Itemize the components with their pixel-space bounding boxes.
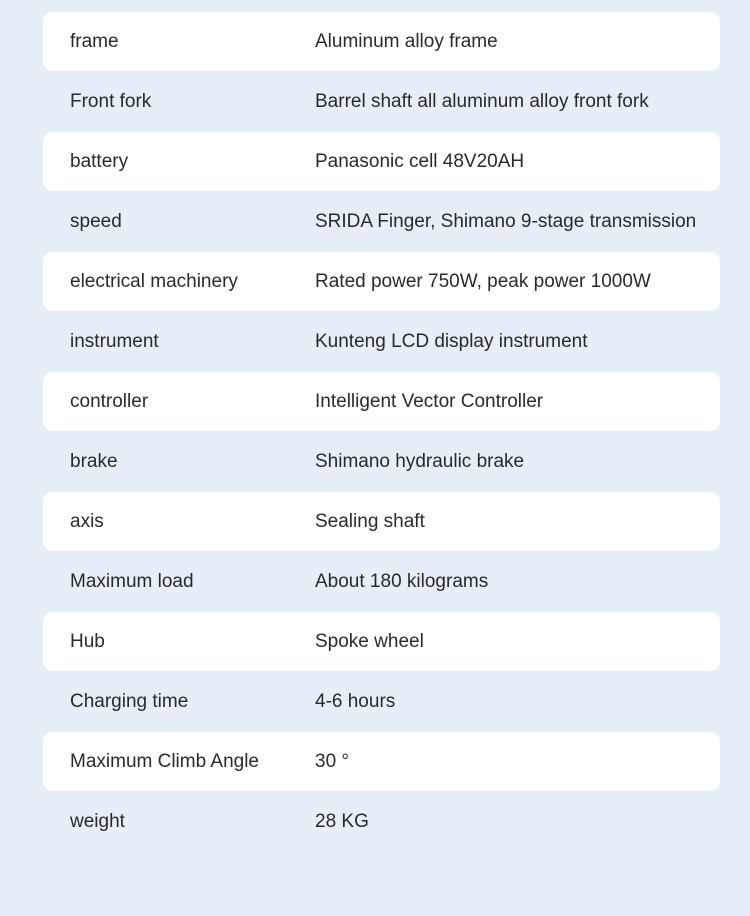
spec-value: Spoke wheel [315,630,424,652]
spec-label: brake [70,450,118,472]
spec-value: Sealing shaft [315,510,425,532]
spec-row-maximum-load [43,552,720,611]
spec-row-electrical-machinery [43,252,720,311]
spec-label: weight [70,810,125,832]
spec-label: Maximum load [70,570,194,592]
spec-label: controller [70,390,149,412]
spec-label: Maximum Climb Angle [70,750,259,772]
spec-label: battery [70,150,129,172]
spec-label: axis [70,510,104,532]
spec-row-weight [43,792,720,851]
spec-row-front-fork [43,72,720,131]
spec-value: 30 ° [315,750,350,772]
spec-value: Intelligent Vector Controller [315,390,544,412]
spec-value: Panasonic cell 48V20AH [315,150,525,172]
spec-row-maximum-climb-angle [43,732,720,791]
spec-row-charging-time [43,672,720,731]
spec-value: 28 KG [315,810,369,832]
spec-value: Aluminum alloy frame [315,30,498,52]
spec-value: Rated power 750W, peak power 1000W [315,270,651,292]
spec-row-instrument [43,312,720,371]
spec-label: Front fork [70,90,152,112]
spec-label: electrical machinery [70,270,238,292]
spec-row-brake [43,432,720,491]
spec-label: instrument [70,330,159,352]
spec-row-axis [43,492,720,551]
spec-value: About 180 kilograms [315,570,489,592]
spec-value: 4-6 hours [315,690,396,712]
spec-row-battery [43,132,720,191]
spec-row-speed [43,192,720,251]
spec-label: Hub [70,630,105,652]
spec-label: frame [70,30,119,52]
spec-label: speed [70,210,122,232]
spec-row-controller [43,372,720,431]
spec-value: Barrel shaft all aluminum alloy front fork [315,90,649,112]
spec-row-hub [43,612,720,671]
spec-value: Shimano hydraulic brake [315,450,525,472]
spec-row-frame [43,12,720,71]
spec-value: Kunteng LCD display instrument [315,330,588,352]
spec-value: SRIDA Finger, Shimano 9-stage transmission [315,210,697,232]
spec-label: Charging time [70,690,189,712]
